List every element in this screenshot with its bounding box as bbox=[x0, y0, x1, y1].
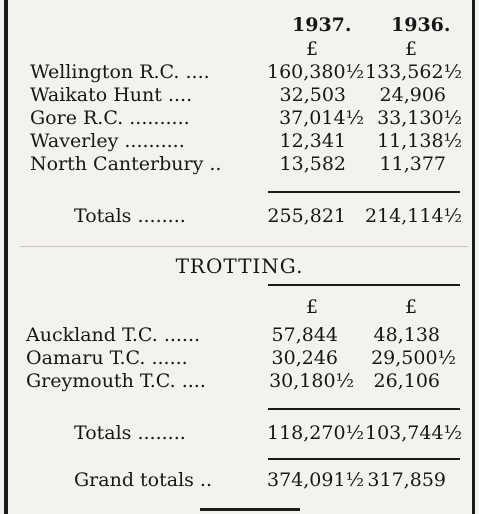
totals-label: Totals ........ bbox=[74, 205, 186, 227]
row-value-1936: 48,138 bbox=[373, 324, 440, 346]
row-value-1937: 30,180½ bbox=[269, 370, 354, 392]
row-value-1937: 30,246 bbox=[271, 347, 338, 369]
row-label: Oamaru T.C. ...... bbox=[26, 347, 188, 369]
row-value-1936: 24,906 bbox=[379, 84, 446, 106]
section-divider bbox=[20, 246, 468, 247]
unit-pound-1936: £ bbox=[405, 296, 418, 318]
row-value-1936: 11,377 bbox=[379, 153, 446, 175]
row-value-1937: 13,582 bbox=[279, 153, 346, 175]
subtotal-rule bbox=[268, 408, 460, 410]
row-value-1937: 32,503 bbox=[279, 84, 346, 106]
row-label: Waikato Hunt .... bbox=[30, 84, 193, 106]
row-value-1937: 57,844 bbox=[271, 324, 338, 346]
row-value-1936: 11,138½ bbox=[377, 130, 462, 152]
row-label: Auckland T.C. ...... bbox=[26, 324, 201, 346]
grand-totals-label: Grand totals .. bbox=[74, 469, 213, 491]
closing-rule bbox=[200, 508, 300, 511]
col-header-1937: 1937. bbox=[292, 14, 352, 36]
row-value-1937: 12,341 bbox=[279, 130, 346, 152]
totals-value-1936: 103,744½ bbox=[365, 422, 462, 444]
row-value-1937: 37,014½ bbox=[279, 107, 364, 129]
grand-total-rule bbox=[268, 458, 460, 460]
trotting-top-rule bbox=[268, 284, 460, 286]
col-header-1936: 1936. bbox=[391, 14, 451, 36]
section-heading-trotting: TROTTING. bbox=[175, 254, 304, 278]
row-value-1936: 26,106 bbox=[373, 370, 440, 392]
row-label: Wellington R.C. .... bbox=[30, 61, 210, 83]
row-value-1936: 133,562½ bbox=[365, 61, 462, 83]
row-label: Waverley .......... bbox=[30, 130, 185, 152]
grand-totals-value-1937: 374,091½ bbox=[267, 469, 364, 491]
totals-value-1937: 118,270½ bbox=[267, 422, 364, 444]
totals-label: Totals ........ bbox=[74, 422, 186, 444]
row-value-1937: 160,380½ bbox=[267, 61, 364, 83]
unit-pound-1936: £ bbox=[405, 38, 418, 60]
row-value-1936: 33,130½ bbox=[377, 107, 462, 129]
row-label: Greymouth T.C. .... bbox=[26, 370, 206, 392]
totals-value-1936: 214,114½ bbox=[365, 205, 462, 227]
unit-pound-1937: £ bbox=[306, 38, 319, 60]
subtotal-rule bbox=[268, 191, 460, 193]
row-value-1936: 29,500½ bbox=[371, 347, 456, 369]
grand-totals-value-1936: 317,859 bbox=[367, 469, 446, 491]
row-label: Gore R.C. .......... bbox=[30, 107, 190, 129]
row-label: North Canterbury .. bbox=[30, 153, 222, 175]
totals-value-1937: 255,821 bbox=[267, 205, 346, 227]
unit-pound-1937: £ bbox=[306, 296, 319, 318]
